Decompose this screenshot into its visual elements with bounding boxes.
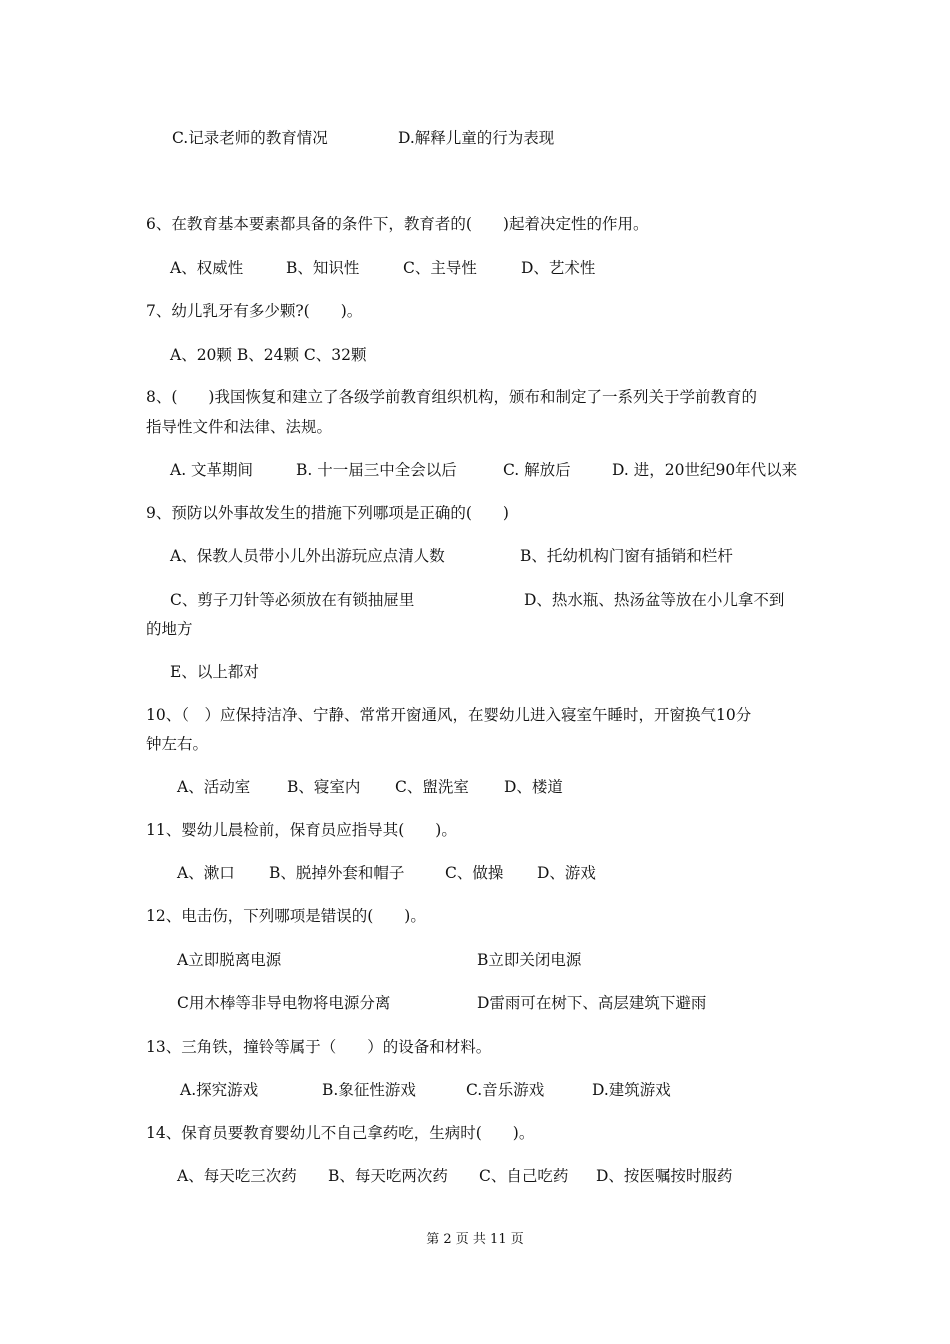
question-10-option-d: D、楼道 [504,778,563,796]
question-6-stem: 6、在教育基本要素都具备的条件下，教育者的( )起着决定性的作用。 [146,215,649,233]
question-10-option-b: B、寝室内 [287,778,361,796]
question-9-option-d-cont: 的地方 [146,620,193,638]
question-13-option-b: B.象征性游戏 [322,1081,416,1099]
question-8-stem-line2: 指导性文件和法律、法规。 [146,418,333,436]
question-14-option-a: A、每天吃三次药 [177,1167,297,1185]
question-8-option-d: D. 进，20世纪90年代以来 [612,461,798,479]
question-8-stem-line1: 8、( )我国恢复和建立了各级学前教育组织机构，颁布和制定了一系列关于学前教育的 [146,388,757,406]
question-9-stem: 9、预防以外事故发生的措施下列哪项是正确的( ) [146,504,509,522]
question-13-stem: 13、三角铁，撞铃等属于（ ）的设备和材料。 [146,1038,492,1056]
question-6-option-d: D、艺术性 [521,259,596,277]
question-12-option-c: C用木棒等非导电物将电源分离 [177,994,391,1012]
question-11-option-b: B、脱掉外套和帽子 [269,864,405,882]
question-7-stem: 7、幼儿乳牙有多少颗?( )。 [146,302,363,320]
question-14-option-b: B、每天吃两次药 [328,1167,448,1185]
question-6-option-b: B、知识性 [286,259,360,277]
question-13-option-d: D.建筑游戏 [592,1081,671,1099]
question-14-option-d: D、按医嘱按时服药 [596,1167,733,1185]
question-12-option-d: D雷雨可在树下、高层建筑下避雨 [477,994,707,1012]
question-11-stem: 11、婴幼儿晨检前，保育员应指导其( )。 [146,821,457,839]
question-10-stem-line2: 钟左右。 [146,735,209,753]
question-9-option-c: C、剪子刀针等必须放在有锁抽屉里 [170,591,415,609]
question-6-option-c: C、主导性 [403,259,477,277]
question-9-option-d: D、热水瓶、热汤盆等放在小儿拿不到 [524,591,785,609]
question-8-option-a: A. 文革期间 [170,461,254,479]
question-8-option-b: B. 十一届三中全会以后 [296,461,457,479]
page-footer: 第 2 页 共 11 页 [426,1232,524,1247]
question-11-option-a: A、漱口 [177,864,235,882]
question-9-option-b: B、托幼机构门窗有插销和栏杆 [520,547,733,565]
question-11-option-d: D、游戏 [537,864,596,882]
question-12-option-a: A立即脱离电源 [177,951,282,969]
question-8-option-c: C. 解放后 [503,461,571,479]
question-6-option-a: A、权威性 [170,259,244,277]
question-10-stem-line1: 10、（ ）应保持洁净、宁静、常常开窗通风，在婴幼儿进入寝室午睡时，开窗换气10分 [146,706,752,724]
question-9-option-e: E、以上都对 [170,663,259,681]
question-14-option-c: C、自己吃药 [479,1167,569,1185]
question-10-option-c: C、盥洗室 [395,778,469,796]
question-14-stem: 14、保育员要教育婴幼儿不自己拿药吃，生病时( )。 [146,1124,535,1142]
question-12-stem: 12、电击伤，下列哪项是错误的( )。 [146,907,426,925]
question-13-option-a: A.探究游戏 [180,1081,259,1099]
question-13-option-c: C.音乐游戏 [466,1081,545,1099]
question-10-option-a: A、活动室 [177,778,251,796]
question-12-option-b: B立即关闭电源 [477,951,582,969]
q5-option-d: D.解释儿童的行为表现 [398,129,555,147]
question-7-options: A、20颗 B、24颗 C、32颗 [170,346,367,364]
question-9-option-a: A、保教人员带小儿外出游玩应点清人数 [170,547,445,565]
question-11-option-c: C、做操 [445,864,504,882]
q5-option-c: C.记录老师的教育情况 [172,129,328,147]
